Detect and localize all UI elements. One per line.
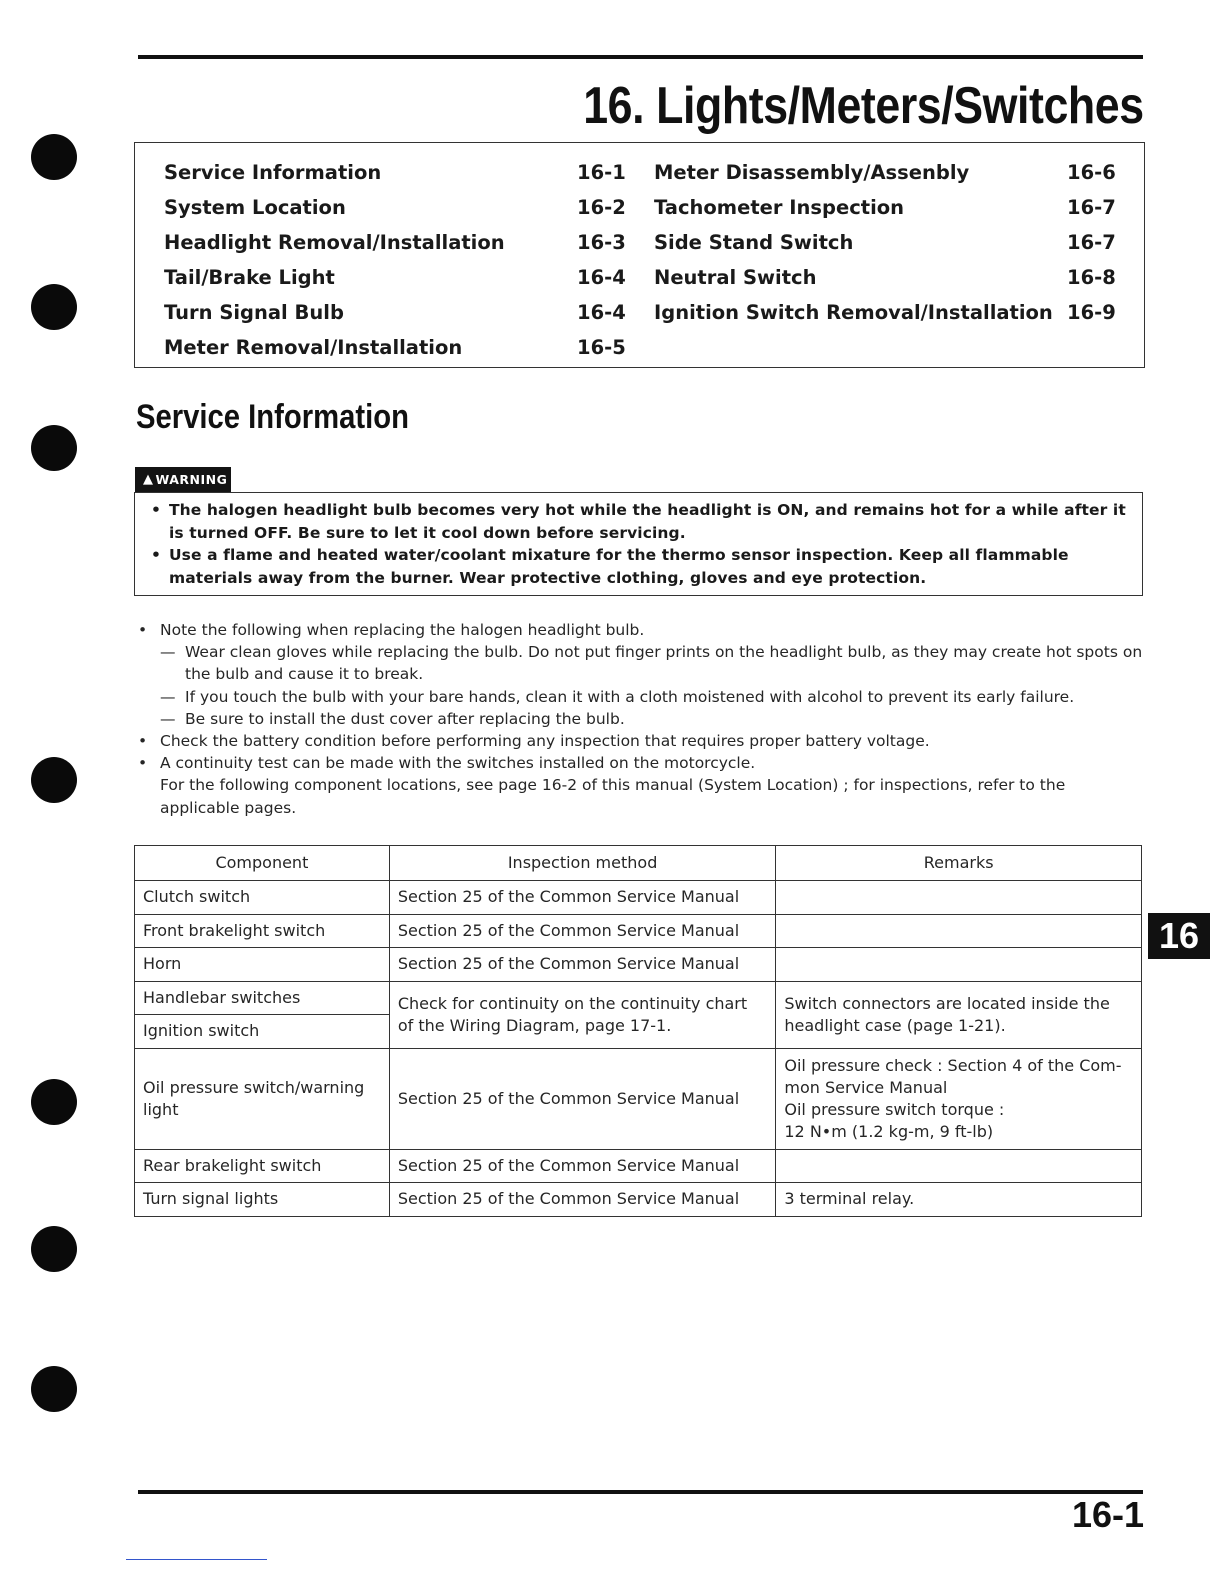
toc-entry[interactable] — [164, 190, 629, 225]
punch-hole — [31, 757, 77, 803]
toc-title: Meter Disassembly/Assenbly — [654, 161, 970, 184]
toc-page: 16-5 — [577, 336, 626, 359]
warning-label: WARNING — [155, 472, 228, 487]
method-cell: Section 25 of the Common Service Manual — [389, 948, 776, 982]
toc-page: 16-6 — [1067, 161, 1116, 184]
sub-note-item — [134, 686, 1144, 708]
note-text: Check the battery condition before performing any inspection that requires proper battery voltage. — [160, 732, 930, 751]
toc-entry[interactable] — [164, 295, 629, 330]
component-cell: Oil pressure switch/warning light — [135, 1048, 390, 1149]
component-cell: Ignition switch — [135, 1015, 390, 1049]
toc-page: 16-4 — [577, 266, 626, 289]
component-cell: Clutch switch — [135, 881, 390, 915]
toc-title: Ignition Switch Removal/Installation — [654, 301, 1053, 324]
toc-title: Service Information — [164, 161, 382, 184]
remarks-cell: Switch connectors are located inside the headlight case (page 1-21). — [776, 981, 1142, 1048]
column-header: Remarks — [776, 846, 1142, 881]
remarks-cell — [776, 914, 1142, 948]
top-rule — [138, 55, 1143, 59]
table-row — [135, 881, 1142, 915]
remarks-line: Oil pressure switch torque : — [784, 1099, 1005, 1119]
punch-hole — [31, 1226, 77, 1272]
section-heading: Service Information — [136, 398, 409, 436]
bullet-icon: • — [138, 732, 148, 751]
method-cell: Section 25 of the Common Service Manual — [389, 1183, 776, 1217]
toc-entry[interactable] — [654, 190, 1119, 225]
punch-hole — [31, 134, 77, 180]
bottom-rule — [138, 1490, 1143, 1494]
component-cell: Front brakelight switch — [135, 914, 390, 948]
method-cell: Section 25 of the Common Service Manual — [389, 914, 776, 948]
chapter-tab: 16 — [1148, 913, 1210, 959]
table-row — [135, 948, 1142, 982]
method-cell: Section 25 of the Common Service Manual — [389, 1048, 776, 1149]
toc-entry[interactable] — [164, 155, 629, 190]
warning-box — [134, 492, 1143, 596]
sub-note-text: Be sure to install the dust cover after replacing the bulb. — [185, 709, 625, 728]
component-cell: Rear brakelight switch — [135, 1149, 390, 1183]
service-notes — [134, 619, 1144, 819]
method-cell: Check for continuity on the continuity chart of the Wiring Diagram, page 17-1. — [389, 981, 776, 1048]
table-row — [135, 1149, 1142, 1183]
sub-note-text: Wear clean gloves while replacing the bulb. Do not put finger prints on the headlight bulb, as they may create hot spots on the bulb and cause it to break. — [185, 643, 1143, 684]
note-text: A continuity test can be made with the switches installed on the motorcycle. — [160, 754, 756, 773]
bullet-icon: • — [151, 501, 162, 519]
component-cell: Turn signal lights — [135, 1183, 390, 1217]
toc-right-column — [654, 155, 1119, 330]
punch-hole — [31, 1366, 77, 1412]
toc-left-column — [164, 155, 629, 365]
toc-title: Headlight Removal/Installation — [164, 231, 505, 254]
toc-box — [134, 142, 1145, 368]
sub-note-item — [134, 708, 1144, 730]
column-header: Inspection method — [389, 846, 776, 881]
sub-note-text: If you touch the bulb with your bare hands, clean it with a cloth moistened with alcohol to prevent its early failure. — [185, 687, 1075, 706]
toc-page: 16-3 — [577, 231, 626, 254]
table-row — [135, 1183, 1142, 1217]
toc-title: Neutral Switch — [654, 266, 817, 289]
remarks-line: Oil pressure check : Section 4 of the Com-mon Service Manual — [784, 1055, 1122, 1097]
toc-entry[interactable] — [654, 225, 1119, 260]
toc-entry[interactable] — [654, 260, 1119, 295]
table-row — [135, 981, 1142, 1015]
bullet-icon: • — [138, 621, 148, 639]
warning-tag — [135, 467, 231, 492]
remarks-cell — [776, 881, 1142, 915]
component-cell: Handlebar switches — [135, 981, 390, 1015]
toc-title: Side Stand Switch — [654, 231, 854, 254]
toc-entry[interactable] — [164, 330, 629, 365]
toc-entry[interactable] — [654, 295, 1119, 330]
punch-hole — [31, 284, 77, 330]
punch-hole — [31, 1079, 77, 1125]
warning-item — [145, 499, 1134, 544]
toc-page: 16-8 — [1067, 266, 1116, 289]
toc-page: 16-1 — [577, 161, 626, 184]
toc-entry[interactable] — [654, 155, 1119, 190]
remarks-cell — [776, 1149, 1142, 1183]
remarks-cell: 3 terminal relay. — [776, 1183, 1142, 1217]
note-text: Note the following when replacing the halogen headlight bulb. — [160, 621, 645, 639]
note-item — [134, 752, 1144, 774]
page-number: 16-1 — [1071, 1494, 1144, 1535]
chapter-title: 16. Lights/Meters/Switches — [583, 77, 1144, 135]
method-cell: Section 25 of the Common Service Manual — [389, 881, 776, 915]
column-header: Component — [135, 846, 390, 881]
scan-artifact-line — [126, 1559, 267, 1560]
method-cell: Section 25 of the Common Service Manual — [389, 1149, 776, 1183]
note-item — [134, 619, 1144, 641]
warning-text: Use a flame and heated water/coolant mixature for the thermo sensor inspection. Keep all flammable materials away from the burner. Wear protective clothing, gloves and eye protection. — [169, 546, 1069, 587]
warning-item — [145, 544, 1134, 589]
bullet-icon: • — [151, 546, 162, 564]
table-row — [135, 1048, 1142, 1149]
remarks-cell — [776, 1048, 1142, 1149]
dash-icon: — — [160, 687, 176, 706]
toc-page: 16-7 — [1067, 231, 1116, 254]
toc-title: Tachometer Inspection — [654, 196, 905, 219]
dash-icon: — — [160, 709, 176, 728]
remarks-cell — [776, 948, 1142, 982]
toc-page: 16-7 — [1067, 196, 1116, 219]
note-continuation: For the following component locations, see page 16-2 of this manual (System Location) ; for inspections, refer to the applicable pages. — [160, 776, 1066, 817]
sub-note-item — [134, 641, 1144, 685]
toc-title: Meter Removal/Installation — [164, 336, 463, 359]
inspection-table — [134, 845, 1142, 1217]
table-header-row — [135, 846, 1142, 881]
toc-entry[interactable] — [164, 260, 629, 295]
bullet-icon: • — [138, 754, 148, 773]
toc-title: Turn Signal Bulb — [164, 301, 344, 324]
toc-page: 16-4 — [577, 301, 626, 324]
dash-icon: — — [160, 643, 176, 662]
punch-hole — [31, 425, 77, 471]
toc-page: 16-2 — [577, 196, 626, 219]
toc-title: Tail/Brake Light — [164, 266, 335, 289]
table-row — [135, 914, 1142, 948]
component-cell: Horn — [135, 948, 390, 982]
toc-title: System Location — [164, 196, 346, 219]
warning-text: The halogen headlight bulb becomes very hot while the headlight is ON, and remains hot for a while after it is turned OFF. Be sure to let it cool down before servicing. — [169, 501, 1126, 542]
toc-entry[interactable] — [164, 225, 629, 260]
remarks-line: 12 N•m (1.2 kg-m, 9 ft-lb) — [784, 1121, 994, 1141]
toc-page: 16-9 — [1067, 301, 1116, 324]
note-item — [134, 730, 1144, 752]
warning-triangle-icon: ▲ — [143, 472, 154, 487]
